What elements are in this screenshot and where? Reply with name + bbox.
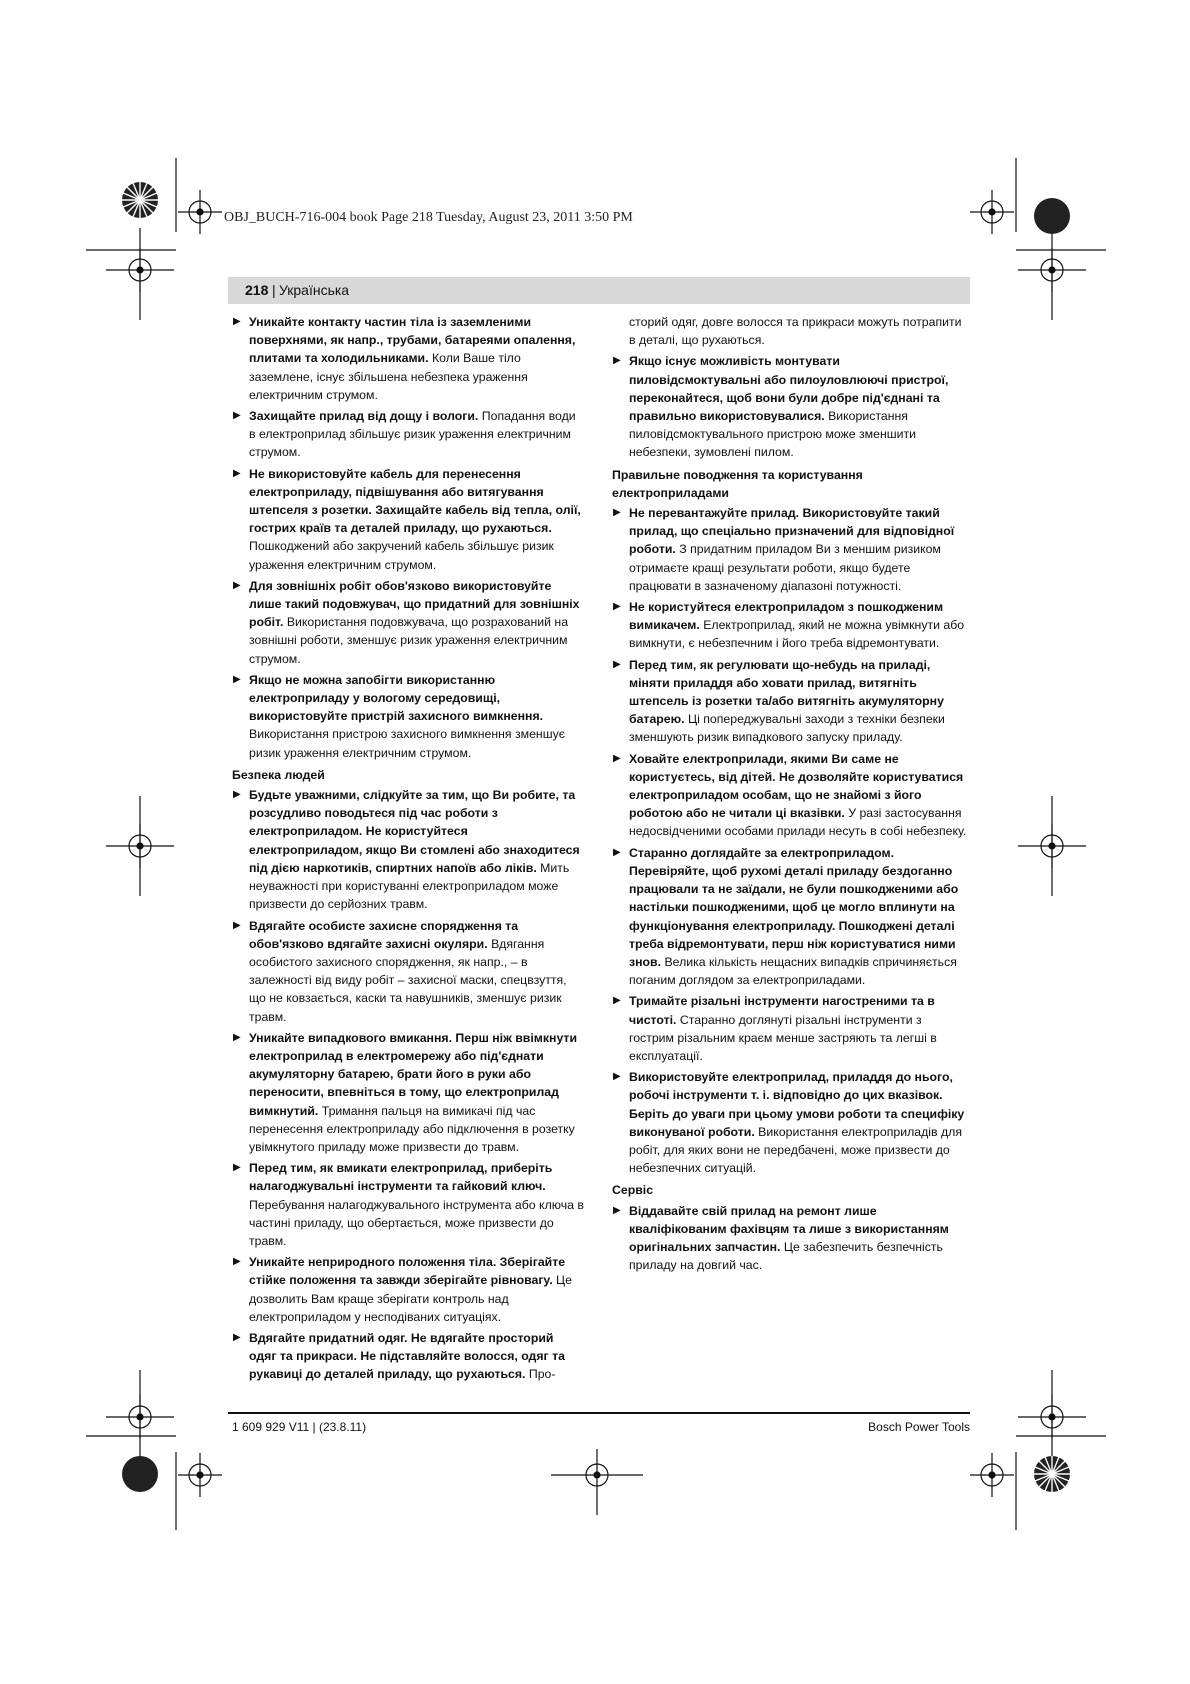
right-column [612,313,970,1277]
starburst-target-icon [1034,1456,1070,1492]
safety-instruction [612,504,970,595]
safety-instruction [232,1029,584,1156]
safety-instruction [612,313,970,349]
safety-instruction [612,598,970,653]
bullet-arrow-icon: ▶ [233,919,241,931]
section-heading: Правильне поводження та користування електроприладами [612,467,863,500]
starburst-target-icon [122,182,158,218]
footer-rule [228,1412,970,1414]
instruction-explanation: Використання електроприладів для робіт, для яких вони не передбачені, може призвести до небезпечних ситуацій. [629,1124,962,1176]
instruction-bold-text: Будьте уважними, слідкуйте за тим, що Ви робите, та розсудливо поводьтеся під час роботи з електроприладом. Не користуйтеся електроприладом, якщо Ви стомлені або знаходитеся під дією наркотиків, спиртних напоїв або ліків. [249,788,580,875]
safety-instruction [232,1329,584,1384]
bullet-arrow-icon: ▶ [233,467,241,479]
instruction-bold-text: Ховайте електроприлади, якими Ви саме не користуєтесь, від дітей. Не дозволяйте користуватися електроприладом особам, що не знайомі з його роботою або не читали ці вказівки. [629,751,964,821]
bullet-arrow-icon: ▶ [613,658,621,670]
footer-brand: Bosch Power Tools [868,1420,970,1434]
left-column [232,313,584,1387]
page-number: 218 [245,282,269,298]
instruction-explanation: Пошкоджений або закручений кабель збільшує ризик ураження електричним струмом. [249,539,554,572]
safety-instruction [612,844,970,990]
instruction-bold-text: Не перевантажуйте прилад. Використовуйте такий прилад, що спеціально призначений для відповідної роботи. [629,506,955,557]
bullet-arrow-icon: ▶ [613,355,621,367]
instruction-explanation: Мить неуважності при користуванні електроприладом може призвести до серйозних травм. [249,860,570,912]
instruction-bold-text: Уникайте неприродного положення тіла. Зберігайте стійке положення та завжди зберігайте рівновагу. [249,1255,566,1288]
print-job-info: OBJ_BUCH-716-004 book Page 218 Tuesday, August 23, 2011 3:50 PM [224,210,633,225]
instruction-bold-text: Вдягайте особисте захисне спорядження та обов'язково вдягайте захисні окуляри. [249,918,519,951]
instruction-explanation: З придатним приладом Ви з меншим ризиком отримаєте кращі результати роботи, якщо будете працювати в зазначеному діапазоні потужності. [629,542,941,593]
crosshair-target-icon [106,1395,174,1439]
instruction-bold-text: Тримайте різальні інструменти нагостреними та в чистоті. [629,994,935,1027]
bullet-arrow-icon: ▶ [233,1162,241,1174]
section-language: Українська [279,282,350,298]
instruction-bold-text: Не користуйтеся електроприладом з пошкодженим вимикачем. [629,600,944,633]
crosshair-target-icon [106,824,174,868]
instruction-bold-text: Вдягайте придатний одяг. Не вдягайте просторий одяг та прикраси. Не підставляйте волосся, одяг та рукавиці до деталей приладу, що рухаються. [249,1330,565,1382]
footer-doc-code: 1 609 929 V11 | (23.8.11) [232,1420,367,1434]
safety-instruction [232,577,584,668]
instruction-bold-text: Уникайте випадкового вмикання. Перш ніж ввімкнути електроприлад в електромережу або під'єднати акумуляторну батарею, брати його в руки або переносити, впевніться в тому, що електроприлад вимкнутий. [249,1030,578,1118]
bullet-arrow-icon: ▶ [613,507,621,519]
instruction-bold-text: Перед тим, як вмикати електроприлад, приберіть налагоджувальні інструменти та гайковий ключ. [249,1161,553,1194]
safety-instruction [232,917,584,1026]
crosshair-target-icon [1018,248,1086,292]
instruction-explanation: Коли Ваше тіло заземлене, існує збільшена небезпека ураження електричним струмом. [249,351,528,402]
solid-target-icon [122,1456,158,1492]
crosshair-target-icon [106,248,174,292]
safety-instruction [612,656,970,747]
crosshair-target-icon [178,1453,222,1497]
safety-instruction [612,992,970,1065]
bullet-arrow-icon: ▶ [613,1071,621,1083]
bullet-arrow-icon: ▶ [613,752,621,764]
bullet-arrow-icon: ▶ [233,1256,241,1268]
instruction-explanation: У разі застосування недосвідченими особами прилади несуть в собі небезпеку. [629,806,967,839]
instruction-bold-text: Віддавайте свій прилад на ремонт лише кваліфікованим фахівцям та лише з використанням оригінальних запчастин. [629,1203,949,1254]
solid-target-icon [1034,198,1070,234]
instruction-explanation: Тримання пальця на вимикачі під час перенесення електроприладу або підключення в розетку увімкнутого приладу може призвести до травм. [249,1103,575,1154]
instruction-explanation: Велика кількість нещасних випадків спричиняється поганим доглядом за електроприладами. [629,954,957,988]
bullet-arrow-icon: ▶ [613,995,621,1007]
instruction-explanation: сторий одяг, довге волосся та прикраси можуть потрапити в деталі, що рухаються. [629,315,962,348]
instruction-explanation: Перебування налагоджувального інструмента або ключа в частині приладу, що обертається, може призвести до травм. [249,1197,584,1248]
safety-instruction [612,1202,970,1275]
safety-instruction [232,1159,584,1250]
instruction-bold-text: Якщо не можна запобігти використанню електроприладу у вологому середовищі, використовуйте пристрій захисного вимкнення. [249,672,544,724]
crosshair-target-icon [1018,1395,1086,1439]
instruction-explanation: Старанно доглянуті різальні інструменти з гострим різальним краєм менше застряють та легші в експлуатації. [629,1012,937,1063]
bullet-arrow-icon: ▶ [233,410,241,422]
section-heading: Безпека людей [232,767,325,782]
bullet-arrow-icon: ▶ [613,1204,621,1216]
crosshair-target-icon [1018,824,1086,868]
safety-instruction [612,750,970,841]
instruction-bold-text: Якщо існує можливість монтувати пиловідсмоктувальні або пилоуловлюючі пристрої, переконайтеся, щоб вони були добре під'єднані та правильно використовувалися. [629,354,949,424]
instruction-explanation: Використання подовжувача, що розрахований на зовнішні роботи, зменшує ризик ураження електричним струмом. [249,615,569,666]
crosshair-target-icon [970,190,1014,234]
safety-instruction [232,407,584,462]
instruction-explanation: Попадання води в електроприлад збільшує ризик ураження електричним струмом. [249,409,576,460]
instruction-bold-text: Використовуйте електроприлад, приладдя до нього, робочі інструменти т. і. відповідно до цих вказівок. Беріть до уваги при цьому умови роботи та специфіку виконуваної роботи. [629,1070,965,1139]
safety-instruction [232,786,584,913]
section-heading: Сервіс [612,1183,654,1198]
crosshair-target-icon [551,1449,643,1515]
instruction-bold-text: Не використовуйте кабель для перенесення електроприладу, підвішування або витягування штепселя з розетки. Захищайте кабель від тепла, олії, гострих країв та деталей приладу, що рухаються. [249,466,581,536]
instruction-explanation: Про- [525,1367,556,1382]
bullet-arrow-icon: ▶ [233,673,241,685]
crosshair-target-icon [178,190,222,234]
safety-instruction [612,1068,970,1177]
safety-instruction [232,1253,584,1326]
instruction-explanation: Це забезпечить безпечність приладу на довгий час. [629,1239,943,1273]
instruction-explanation: Вдягання особистого захисного спорядження, як напр., – в залежності від виду робіт – захисної маски, спецвзуття, що не ковзається, каски та навушників, зменшує ризик травм. [249,936,567,1024]
crosshair-target-icon [970,1453,1014,1497]
instruction-explanation: Це дозволить Вам краще зберігати контроль над електроприладом у несподіваних ситуаціях. [249,1273,572,1324]
bullet-arrow-icon: ▶ [233,1331,241,1343]
bullet-arrow-icon: ▶ [233,579,241,591]
bullet-arrow-icon: ▶ [233,789,241,801]
instruction-bold-text: Старанно доглядайте за електроприладом. Перевіряйте, щоб рухомі деталі приладу бездоганно працювали та не заїдали, не були пошкодженими або настільки пошкодженими, щоб це могло вплинути на функціонування електроприладу. Пошкоджені деталі треба відремонтувати, перш ніж користуватися ними знов. [629,845,959,969]
header-separator: | [272,282,276,298]
instruction-bold-text: Уникайте контакту частин тіла із заземленими поверхнями, як напр., трубами, батареями опалення, плитами та холодильниками. [249,315,576,366]
instruction-explanation: Використання пиловідсмоктувального пристрою може зменшити небезпеки, зумовлені пилом. [629,409,916,460]
instruction-explanation: Ці попереджувальні заходи з техніки безпеки зменшують ризик випадкового запуску приладу. [629,712,945,745]
page-header [228,277,970,304]
safety-instruction [232,671,584,762]
instruction-explanation: Електроприлад, який не можна увімкнути або вимкнути, є небезпечним і його треба відремонтувати. [629,618,965,651]
bullet-arrow-icon: ▶ [613,601,621,613]
bullet-arrow-icon: ▶ [233,316,241,327]
instruction-bold-text: Перед тим, як регулювати що-небудь на приладі, міняти приладдя або ховати прилад, витягніть штепсель із розетки та/або витягніть акумуляторну батарею. [629,657,944,727]
safety-instruction [232,313,584,404]
instruction-bold-text: Для зовнішніх робіт обов'язково використовуйте лише такий подовжувач, що придатний для зовнішніх робіт. [249,578,580,630]
bullet-arrow-icon: ▶ [613,846,621,858]
instruction-explanation: Використання пристрою захисного вимкнення зменшує ризик ураження електричним струмом. [249,727,566,760]
safety-instruction [232,465,584,574]
bullet-arrow-icon: ▶ [233,1031,241,1043]
instruction-bold-text: Захищайте прилад від дощу і вологи. [249,409,479,424]
safety-instruction [612,352,970,461]
